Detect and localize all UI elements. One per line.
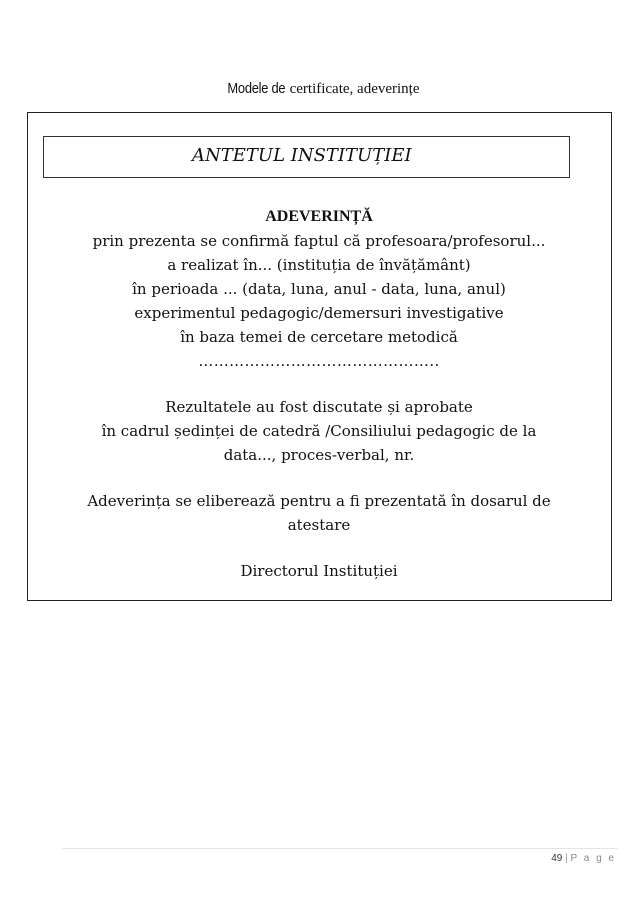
page-heading xyxy=(0,79,638,98)
page-number-separator: | xyxy=(565,853,568,864)
issued-line: Adeverința se eliberează pentru a fi prezentată în dosarul de xyxy=(87,492,551,510)
certificate-body xyxy=(28,205,610,583)
results-line: în cadrul ședinței de catedră /Consiliului pedagogic de la xyxy=(101,422,537,440)
institution-header: ANTETUL INSTITUȚIEI xyxy=(192,145,412,166)
certificate-line: a realizat în... (instituția de învățământ) xyxy=(167,256,471,274)
results-line: data..., proces-verbal, nr. xyxy=(223,446,415,464)
certificate-line: experimentul pedagogic/demersuri investigative xyxy=(134,304,504,322)
certificate-line: în baza temei de cercetare metodică xyxy=(180,328,458,346)
issued-line: atestare xyxy=(287,516,351,534)
institution-header-box xyxy=(43,136,570,178)
page-number-value: 49 xyxy=(551,853,563,864)
footer-rule xyxy=(62,848,618,849)
certificate-dotted-line: ……………………………………….. xyxy=(198,352,440,370)
results-line: Rezultatele au fost discutate și aprobate xyxy=(165,398,473,416)
certificate-box xyxy=(27,112,612,601)
signature-line: Directorul Instituției xyxy=(240,562,398,580)
page-label: P a g e xyxy=(570,853,616,864)
page-heading-part-a: Modele de xyxy=(227,80,286,97)
page-number xyxy=(551,853,616,865)
page-heading-part-b: certificate, adeverințe xyxy=(285,81,420,97)
certificate-line: în perioada ... (data, luna, anul - data, luna, anul) xyxy=(132,280,506,298)
certificate-title: ADEVERINȚĂ xyxy=(265,208,373,225)
certificate-line: prin prezenta se confirmă faptul că profesoara/profesorul... xyxy=(92,232,546,250)
